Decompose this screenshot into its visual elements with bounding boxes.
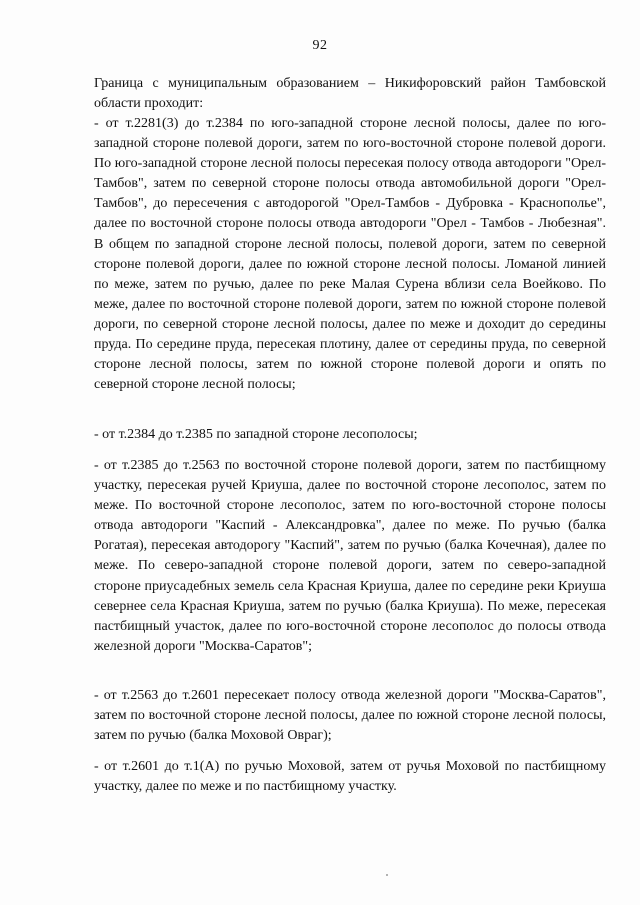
intro-text: Граница с муниципальным образованием – Никифоровский район Тамбовской области проходит: bbox=[94, 76, 606, 112]
segment-paragraph-4 bbox=[94, 686, 606, 746]
segment-text: - от т.2281(3) до т.2384 по юго-западной стороне лесной полосы, далее по юго-западной стороне полевой дороги, затем по юго-восточной стороне полевой дороги. По юго-западной стороне лесной полосы пересекая полосу отвода автодороги "Орел-Тамбов", затем по северной стороне полосы отвода автомобильной дороги "Орел-Тамбов", до пересечения с автодорогой "Орел-Тамбов - Дубровка - Краснополье", далее по восточной стороне полосы отвода автодороги "Орел - Тамбов - Любезная". В общем по западной стороне лесной полосы, полевой дороги, затем по северной стороне полевой дороги, далее по южной стороне лесной полосы. Ломаной линией по меже, затем по ручью, далее по реке Малая Сурена вблизи села Воейково. По меже, далее по восточной стороне полевой дороги, затем по южной стороне полевой дороги, по северной стороне лесной полосы, далее по меже и доходит до середины пруда. По середине пруда, пересекая плотину, далее от середины пруда, по северной стороне лесной полосы, затем по южной стороне полевой дороги и опять по северной стороне лесной полосы; bbox=[94, 116, 606, 393]
segment-text: - от т.2563 до т.2601 пересекает полосу отвода железной дороги "Москва-Саратов", затем по восточной стороне лесной полосы, далее по южной стороне лесной полосы, затем по ручью (балка Моховой Овраг); bbox=[94, 688, 606, 744]
scan-speck bbox=[386, 874, 388, 876]
segment-text: - от т.2601 до т.1(А) по ручью Моховой, затем от ручья Моховой по пастбищному участку, далее по меже и по пастбищному участку. bbox=[94, 759, 606, 795]
segment-paragraph-3 bbox=[94, 456, 606, 657]
segment-text: - от т.2384 до т.2385 по западной стороне лесополосы; bbox=[94, 427, 418, 442]
segment-paragraph-5 bbox=[94, 757, 606, 797]
segment-paragraph-1 bbox=[94, 114, 606, 395]
intro-paragraph bbox=[94, 74, 606, 114]
page-number: 92 bbox=[312, 38, 328, 53]
segment-text: - от т.2385 до т.2563 по восточной стороне полевой дороги, затем по пастбищному участку, пересекая ручей Криуша, далее по восточной стороне лесополос, затем по меже. По восточной стороне лесополос, затем по юго-восточной стороне полосы отвода автодороги "Каспий - Александровка", далее по меже. По ручью (балка Рогатая), пересекая автодорогу "Каспий", затем по ручью (балка Кочечная), далее по меже. По северо-западной стороне полевой дороги, затем по северо-западной стороне приусадебных земель села Красная Криуша, далее по середине реки Криуша севернее села Красная Криуша, затем по ручью (балка Криуша). По меже, пересекая пастбищный участок, далее по юго-восточной стороне лесополос до полосы отвода железной дороги "Москва-Саратов"; bbox=[94, 458, 606, 654]
segment-paragraph-2 bbox=[94, 425, 606, 445]
